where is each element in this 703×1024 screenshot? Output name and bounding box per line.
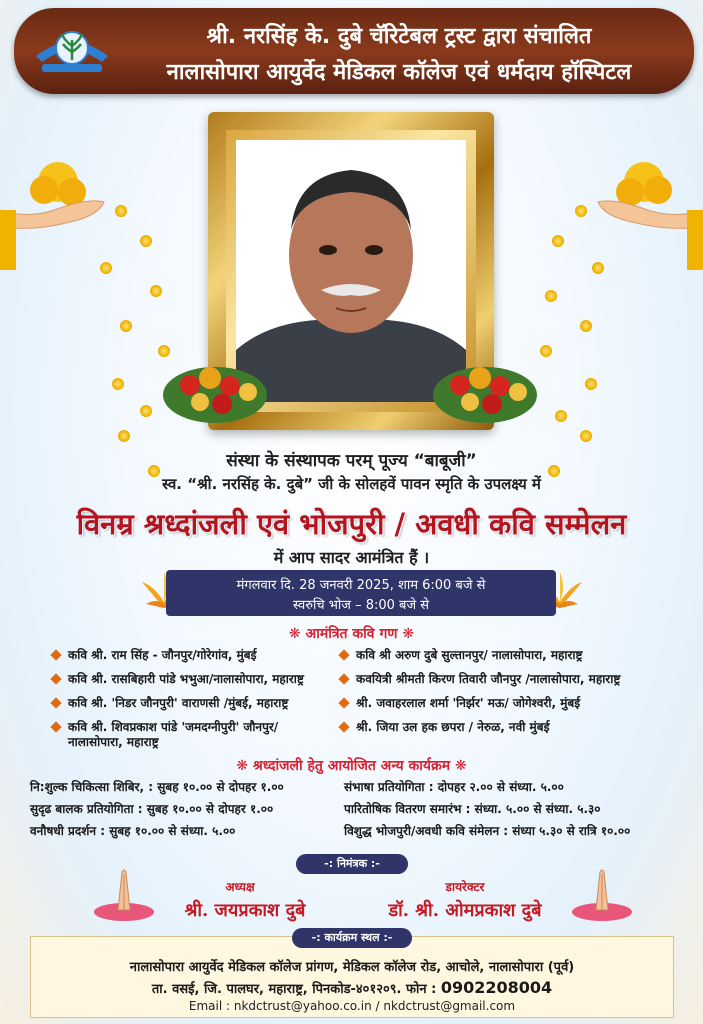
bouquet-left-icon — [160, 340, 270, 434]
founder-line: संस्था के संस्थापक परम् पूज्य “बाबूजी” — [226, 451, 477, 471]
header-banner — [14, 8, 694, 94]
trust-name: श्री. नरसिंह के. दुबे चॅरिटेबल ट्रस्ट द्वारा संचालित — [206, 24, 592, 49]
event-title: विनम्र श्रध्दांजली एवं भोजपुरी / अवधी कवि सम्मेलन — [76, 507, 627, 541]
list-item: संभाषा प्रतियोगिता : दोपहर २.०० से संध्या. ५.०० — [344, 780, 564, 794]
venue-label: -: कार्यक्रम स्थल :- — [292, 928, 412, 948]
college-name: नालासोपारा आयुर्वेद मेडिकल कॉलेज एवं धर्मदाय हॉस्पिटल — [166, 60, 632, 85]
poets-section-title: ❋ आमंत्रित कवि गण ❋ — [288, 626, 415, 642]
dinner-time: स्वरुचि भोज – 8:00 बजे से — [292, 598, 430, 613]
memorial-line: स्व. “श्री. नरसिंह के. दुबे” जी के सोलहवें पावन स्मृति के उपलक्ष्य में — [162, 475, 541, 493]
date-time-banner — [166, 570, 556, 616]
chairman-role: अध्यक्ष — [225, 880, 255, 894]
list-item: कवि श्री अरुण दुबे सुल्तानपुर/ नालासोपारा, महाराष्ट्र — [340, 648, 680, 663]
venue-address: नालासोपारा आयुर्वेद मेडिकल कॉलेज प्रांगण, मेडिकल कॉलेज रोड, आचोले, नालासोपारा (पूर्व) — [129, 960, 575, 975]
events-list-right — [344, 779, 694, 845]
director-name: डॉ. श्री. ओमप्रकाश दुबे — [388, 900, 542, 921]
list-item: पारितोषिक वितरण समारंभ : संध्या. ५.०० से संध्या. ५.३० — [344, 802, 601, 816]
event-date: मंगलवार दि. 28 जनवरी 2025, शाम 6:00 बजे से — [236, 578, 486, 593]
list-item: नि:शुल्क चिकित्सा शिबिर, : सुबह १०.०० से दोपहर १.०० — [30, 780, 284, 794]
list-item: कवि श्री. राम सिंह - जौनपुर/गोरेगांव, मुंबई — [52, 648, 352, 663]
list-item: कवि श्री. 'निडर जौनपुरी' वाराणसी /मुंबई, महाराष्ट्र — [52, 696, 352, 711]
chairman-name: श्री. जयप्रकाश दुबे — [184, 900, 306, 921]
poets-list-left — [52, 648, 352, 759]
list-item: श्री. जिया उल हक छपरा / नेरुळ, नवी मुंबई — [340, 720, 680, 735]
list-item: कवि श्री. शिवप्रकाश पांडे 'जमदग्नीपुरी' जौनपुर/ नालासोपारा, महाराष्ट्र — [52, 720, 322, 750]
namaste-left-icon — [92, 866, 156, 926]
events-list-left — [30, 779, 340, 845]
venue-district: ता. वसई, जि. पालघर, महाराष्ट्र, पिनकोड-४०१२०९. फोन : — [151, 982, 441, 997]
hosts-label: -: निमंत्रक :- — [296, 854, 408, 874]
director-role: डायरेक्टर — [445, 880, 485, 894]
college-logo-icon — [32, 18, 112, 84]
contact-email: Email : nkdctrust@yahoo.co.in / nkdctrust@gmail.com — [188, 999, 516, 1013]
list-item: वनौषधी प्रदर्शन : सुबह १०.०० से संध्या. ५.०० — [30, 824, 236, 838]
list-item: सुदृढ बालक प्रतियोगिता : सुबह १०.०० से दोपहर १.०० — [30, 802, 274, 816]
list-item: कवि श्री. रासबिहारी पांडे भभुआ/नालासोपारा, महाराष्ट्र — [52, 672, 352, 687]
events-section-title: ❋ श्रध्दांजली हेतु आयोजित अन्य कार्यक्रम ❋ — [236, 758, 467, 774]
offering-hand-right-icon — [592, 150, 703, 274]
poets-list-right — [340, 648, 680, 744]
invitation-line: में आप सादर आमंत्रित हैं । — [273, 548, 430, 567]
list-item: कवयित्री श्रीमती किरण तिवारी जौनपुर /नालासोपारा, महाराष्ट्र — [340, 672, 680, 687]
offering-hand-left-icon — [0, 150, 110, 274]
venue-box — [30, 936, 674, 1018]
phone-number: 0902208004 — [440, 978, 553, 997]
list-item: विशुद्ध भोजपुरी/अवधी कवि संमेलन : संध्या ५.३० से रात्रि १०.०० — [344, 824, 631, 838]
list-item: श्री. जवाहरलाल शर्मा 'निर्झर' मऊ/ जोगेश्वरी, मुंबई — [340, 696, 680, 711]
venue-district-line — [31, 978, 673, 997]
bouquet-right-icon — [430, 340, 540, 434]
